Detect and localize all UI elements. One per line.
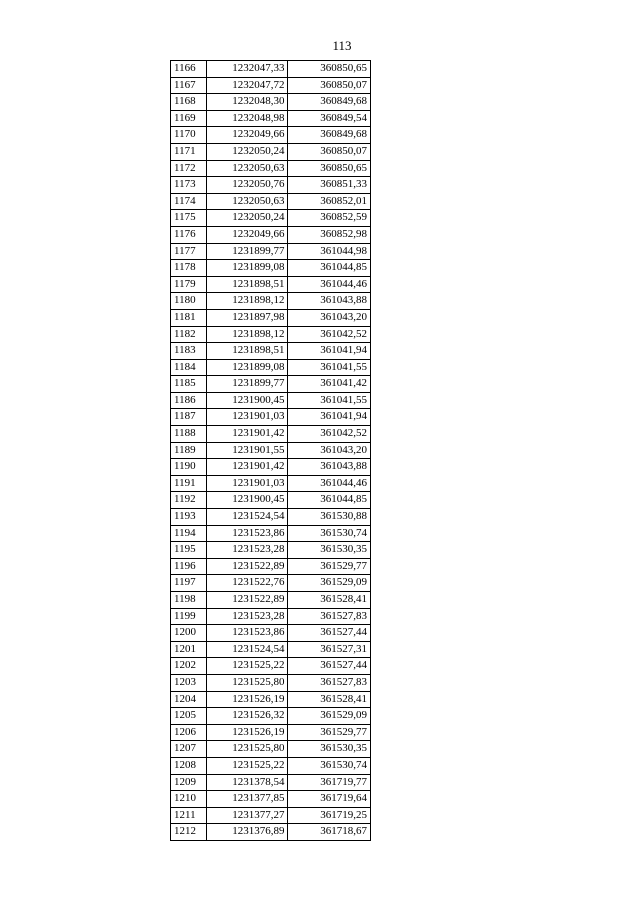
y-coordinate-cell: 361041,55: [288, 359, 371, 376]
x-coordinate-cell: 1231525,22: [206, 757, 288, 774]
table-row: [171, 691, 371, 708]
y-coordinate-cell: 360851,33: [288, 177, 371, 194]
table-row: [171, 757, 371, 774]
table-row: [171, 542, 371, 559]
y-coordinate-cell: 360850,65: [288, 61, 371, 78]
point-number-cell: 1205: [171, 708, 207, 725]
point-number-cell: 1186: [171, 392, 207, 409]
point-number-cell: 1201: [171, 641, 207, 658]
x-coordinate-cell: 1231900,45: [206, 492, 288, 509]
point-number-cell: 1197: [171, 575, 207, 592]
table-row: [171, 260, 371, 277]
y-coordinate-cell: 361043,88: [288, 459, 371, 476]
point-number-cell: 1204: [171, 691, 207, 708]
y-coordinate-cell: 361529,77: [288, 558, 371, 575]
y-coordinate-cell: 360849,68: [288, 94, 371, 111]
point-number-cell: 1212: [171, 824, 207, 841]
point-number-cell: 1180: [171, 293, 207, 310]
table-row: [171, 608, 371, 625]
x-coordinate-cell: 1231525,22: [206, 658, 288, 675]
y-coordinate-cell: 361528,41: [288, 691, 371, 708]
x-coordinate-cell: 1232048,30: [206, 94, 288, 111]
y-coordinate-cell: 361530,74: [288, 757, 371, 774]
y-coordinate-cell: 361042,52: [288, 326, 371, 343]
y-coordinate-cell: 360850,07: [288, 77, 371, 94]
point-number-cell: 1174: [171, 193, 207, 210]
point-number-cell: 1207: [171, 741, 207, 758]
y-coordinate-cell: 361719,77: [288, 774, 371, 791]
x-coordinate-cell: 1232047,72: [206, 77, 288, 94]
coordinates-table-body: [171, 61, 371, 841]
y-coordinate-cell: 360852,98: [288, 226, 371, 243]
table-row: [171, 110, 371, 127]
page-number: 113: [332, 38, 352, 53]
y-coordinate-cell: 361719,25: [288, 807, 371, 824]
y-coordinate-cell: 360850,07: [288, 143, 371, 160]
table-row: [171, 326, 371, 343]
table-row: [171, 724, 371, 741]
table-row: [171, 309, 371, 326]
table-row: [171, 193, 371, 210]
table-row: [171, 741, 371, 758]
table-row: [171, 376, 371, 393]
x-coordinate-cell: 1231378,54: [206, 774, 288, 791]
y-coordinate-cell: 361530,88: [288, 509, 371, 526]
x-coordinate-cell: 1231900,45: [206, 392, 288, 409]
x-coordinate-cell: 1231376,89: [206, 824, 288, 841]
y-coordinate-cell: 361527,44: [288, 625, 371, 642]
y-coordinate-cell: 361041,42: [288, 376, 371, 393]
y-coordinate-cell: 361043,20: [288, 309, 371, 326]
x-coordinate-cell: 1231901,42: [206, 459, 288, 476]
x-coordinate-cell: 1231901,42: [206, 426, 288, 443]
table-row: [171, 459, 371, 476]
x-coordinate-cell: 1232050,63: [206, 160, 288, 177]
point-number-cell: 1177: [171, 243, 207, 260]
y-coordinate-cell: 361044,98: [288, 243, 371, 260]
x-coordinate-cell: 1231523,86: [206, 525, 288, 542]
point-number-cell: 1178: [171, 260, 207, 277]
table-row: [171, 409, 371, 426]
y-coordinate-cell: 361530,74: [288, 525, 371, 542]
point-number-cell: 1166: [171, 61, 207, 78]
x-coordinate-cell: 1231522,89: [206, 592, 288, 609]
x-coordinate-cell: 1232047,33: [206, 61, 288, 78]
y-coordinate-cell: 360852,59: [288, 210, 371, 227]
point-number-cell: 1169: [171, 110, 207, 127]
table-row: [171, 592, 371, 609]
point-number-cell: 1195: [171, 542, 207, 559]
x-coordinate-cell: 1231898,12: [206, 293, 288, 310]
y-coordinate-cell: 360849,68: [288, 127, 371, 144]
y-coordinate-cell: 361041,55: [288, 392, 371, 409]
point-number-cell: 1199: [171, 608, 207, 625]
y-coordinate-cell: 361041,94: [288, 409, 371, 426]
x-coordinate-cell: 1231523,28: [206, 608, 288, 625]
y-coordinate-cell: 361718,67: [288, 824, 371, 841]
table-row: [171, 442, 371, 459]
table-row: [171, 791, 371, 808]
x-coordinate-cell: 1232048,98: [206, 110, 288, 127]
point-number-cell: 1206: [171, 724, 207, 741]
x-coordinate-cell: 1232049,66: [206, 226, 288, 243]
point-number-cell: 1176: [171, 226, 207, 243]
x-coordinate-cell: 1231522,89: [206, 558, 288, 575]
x-coordinate-cell: 1231526,19: [206, 691, 288, 708]
x-coordinate-cell: 1231898,51: [206, 343, 288, 360]
x-coordinate-cell: 1231526,19: [206, 724, 288, 741]
point-number-cell: 1168: [171, 94, 207, 111]
point-number-cell: 1202: [171, 658, 207, 675]
point-number-cell: 1187: [171, 409, 207, 426]
table-row: [171, 658, 371, 675]
point-number-cell: 1172: [171, 160, 207, 177]
x-coordinate-cell: 1231899,77: [206, 243, 288, 260]
table-row: [171, 343, 371, 360]
point-number-cell: 1185: [171, 376, 207, 393]
x-coordinate-cell: 1231377,85: [206, 791, 288, 808]
x-coordinate-cell: 1231901,03: [206, 475, 288, 492]
x-coordinate-cell: 1231901,55: [206, 442, 288, 459]
table-row: [171, 426, 371, 443]
table-row: [171, 509, 371, 526]
table-row: [171, 226, 371, 243]
table-row: [171, 359, 371, 376]
x-coordinate-cell: 1231524,54: [206, 509, 288, 526]
y-coordinate-cell: 361529,09: [288, 708, 371, 725]
table-row: [171, 774, 371, 791]
table-row: [171, 210, 371, 227]
x-coordinate-cell: 1232050,63: [206, 193, 288, 210]
x-coordinate-cell: 1231525,80: [206, 741, 288, 758]
point-number-cell: 1182: [171, 326, 207, 343]
point-number-cell: 1170: [171, 127, 207, 144]
point-number-cell: 1184: [171, 359, 207, 376]
x-coordinate-cell: 1231522,76: [206, 575, 288, 592]
y-coordinate-cell: 360852,01: [288, 193, 371, 210]
y-coordinate-cell: 361042,52: [288, 426, 371, 443]
y-coordinate-cell: 361044,85: [288, 492, 371, 509]
x-coordinate-cell: 1232050,24: [206, 210, 288, 227]
point-number-cell: 1181: [171, 309, 207, 326]
table-row: [171, 160, 371, 177]
y-coordinate-cell: 361041,94: [288, 343, 371, 360]
point-number-cell: 1210: [171, 791, 207, 808]
y-coordinate-cell: 361530,35: [288, 741, 371, 758]
y-coordinate-cell: 361044,46: [288, 276, 371, 293]
table-row: [171, 708, 371, 725]
table-row: [171, 243, 371, 260]
y-coordinate-cell: 361719,64: [288, 791, 371, 808]
x-coordinate-cell: 1231524,54: [206, 641, 288, 658]
table-row: [171, 492, 371, 509]
y-coordinate-cell: 361043,20: [288, 442, 371, 459]
point-number-cell: 1208: [171, 757, 207, 774]
point-number-cell: 1175: [171, 210, 207, 227]
x-coordinate-cell: 1231898,12: [206, 326, 288, 343]
x-coordinate-cell: 1231523,86: [206, 625, 288, 642]
table-row: [171, 625, 371, 642]
point-number-cell: 1167: [171, 77, 207, 94]
point-number-cell: 1194: [171, 525, 207, 542]
point-number-cell: 1198: [171, 592, 207, 609]
y-coordinate-cell: 361043,88: [288, 293, 371, 310]
y-coordinate-cell: 361530,35: [288, 542, 371, 559]
point-number-cell: 1211: [171, 807, 207, 824]
table-row: [171, 77, 371, 94]
table-row: [171, 61, 371, 78]
point-number-cell: 1191: [171, 475, 207, 492]
table-row: [171, 807, 371, 824]
y-coordinate-cell: 361044,85: [288, 260, 371, 277]
table-row: [171, 127, 371, 144]
y-coordinate-cell: 361044,46: [288, 475, 371, 492]
point-number-cell: 1189: [171, 442, 207, 459]
table-row: [171, 143, 371, 160]
y-coordinate-cell: 361527,31: [288, 641, 371, 658]
point-number-cell: 1171: [171, 143, 207, 160]
point-number-cell: 1192: [171, 492, 207, 509]
table-row: [171, 276, 371, 293]
y-coordinate-cell: 361527,44: [288, 658, 371, 675]
table-row: [171, 525, 371, 542]
table-row: [171, 674, 371, 691]
y-coordinate-cell: 360850,65: [288, 160, 371, 177]
point-number-cell: 1173: [171, 177, 207, 194]
point-number-cell: 1179: [171, 276, 207, 293]
table-row: [171, 558, 371, 575]
x-coordinate-cell: 1231523,28: [206, 542, 288, 559]
y-coordinate-cell: 361527,83: [288, 608, 371, 625]
x-coordinate-cell: 1232049,66: [206, 127, 288, 144]
x-coordinate-cell: 1231899,77: [206, 376, 288, 393]
x-coordinate-cell: 1232050,24: [206, 143, 288, 160]
y-coordinate-cell: 361529,09: [288, 575, 371, 592]
x-coordinate-cell: 1231526,32: [206, 708, 288, 725]
table-row: [171, 293, 371, 310]
point-number-cell: 1200: [171, 625, 207, 642]
y-coordinate-cell: 361527,83: [288, 674, 371, 691]
table-row: [171, 94, 371, 111]
point-number-cell: 1190: [171, 459, 207, 476]
table-row: [171, 475, 371, 492]
point-number-cell: 1188: [171, 426, 207, 443]
point-number-cell: 1193: [171, 509, 207, 526]
point-number-cell: 1196: [171, 558, 207, 575]
x-coordinate-cell: 1231897,98: [206, 309, 288, 326]
table-row: [171, 177, 371, 194]
y-coordinate-cell: 360849,54: [288, 110, 371, 127]
coordinates-table: [170, 60, 371, 841]
table-row: [171, 641, 371, 658]
point-number-cell: 1209: [171, 774, 207, 791]
table-row: [171, 575, 371, 592]
x-coordinate-cell: 1231899,08: [206, 260, 288, 277]
point-number-cell: 1203: [171, 674, 207, 691]
x-coordinate-cell: 1231898,51: [206, 276, 288, 293]
table-row: [171, 824, 371, 841]
y-coordinate-cell: 361528,41: [288, 592, 371, 609]
x-coordinate-cell: 1232050,76: [206, 177, 288, 194]
point-number-cell: 1183: [171, 343, 207, 360]
y-coordinate-cell: 361529,77: [288, 724, 371, 741]
x-coordinate-cell: 1231525,80: [206, 674, 288, 691]
x-coordinate-cell: 1231901,03: [206, 409, 288, 426]
x-coordinate-cell: 1231899,08: [206, 359, 288, 376]
table-row: [171, 392, 371, 409]
x-coordinate-cell: 1231377,27: [206, 807, 288, 824]
